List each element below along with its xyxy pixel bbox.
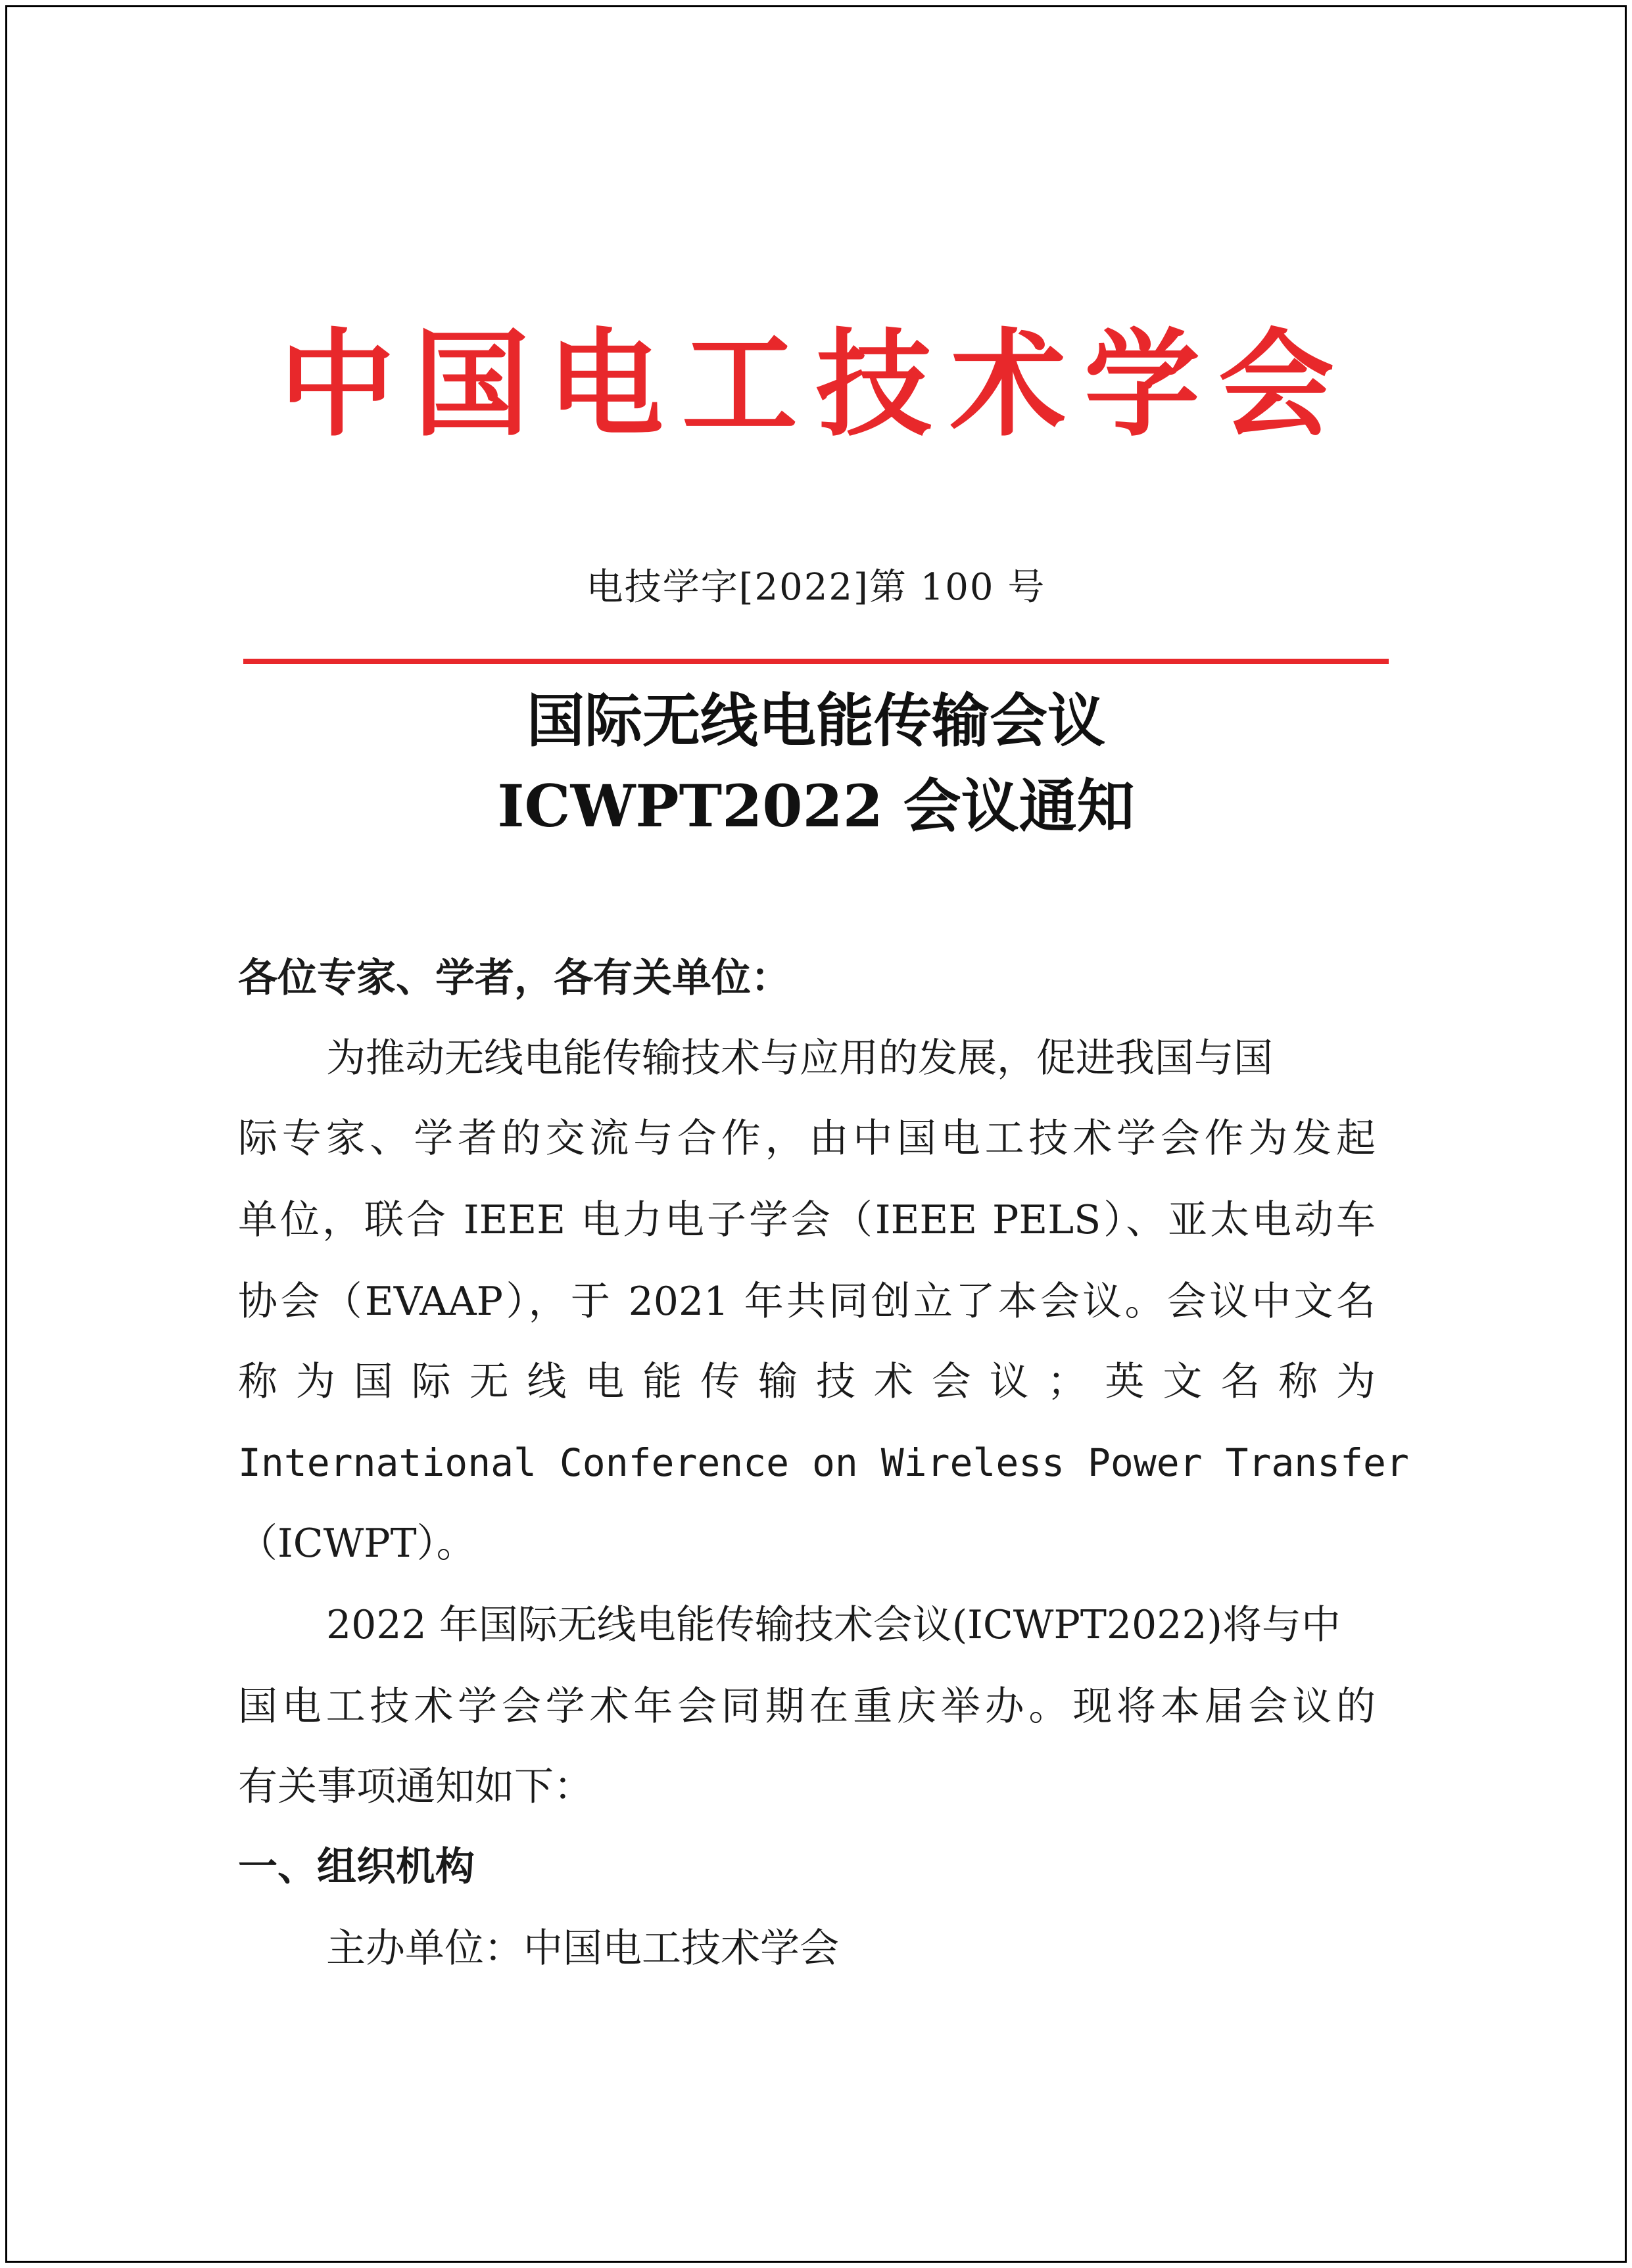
paragraph1-line: （ICWPT）。: [238, 1521, 476, 1567]
notice-title-line2: ICWPT2022 会议通知: [497, 772, 1135, 840]
paragraph1-line: 为推动无线电能传输技术与应用的发展，促进我国与国: [326, 1035, 1273, 1081]
paragraph1-line: International Conference on Wireless Power Transfer: [238, 1440, 1409, 1485]
paragraph2-line: 2022 年国际无线电能传输技术会议(ICWPT2022)将与中: [326, 1602, 1341, 1648]
paragraph1-line: 际专家、学者的交流与合作，由中国电工技术学会作为发起: [238, 1116, 1376, 1162]
salutation: 各位专家、学者，各有关单位：: [238, 955, 790, 1001]
paragraph1-line: 称为国际无线电能传输技术会议；英文名称为: [238, 1359, 1376, 1405]
paragraph2-line: 有关事项通知如下：: [238, 1764, 593, 1810]
notice-title-line1: 国际无线电能传输会议: [526, 686, 1105, 755]
document-number: 电技学字[2022]第 100 号: [586, 566, 1046, 609]
section1-organizer: 主办单位：中国电工技术学会: [326, 1925, 839, 1972]
section1-heading: 一、组织机构: [238, 1844, 475, 1890]
paragraph1-line: 协会（EVAAP），于 2021 年共同创立了本会议。会议中文名: [238, 1279, 1376, 1325]
red-divider-line: [243, 659, 1389, 664]
paragraph2-line: 国电工技术学会学术年会同期在重庆举办。现将本届会议的: [238, 1684, 1376, 1730]
organization-letterhead: 中国电工技术学会: [279, 318, 1353, 452]
paragraph1-line: 单位，联合 IEEE 电力电子学会（IEEE PELS）、亚太电动车: [238, 1197, 1376, 1243]
